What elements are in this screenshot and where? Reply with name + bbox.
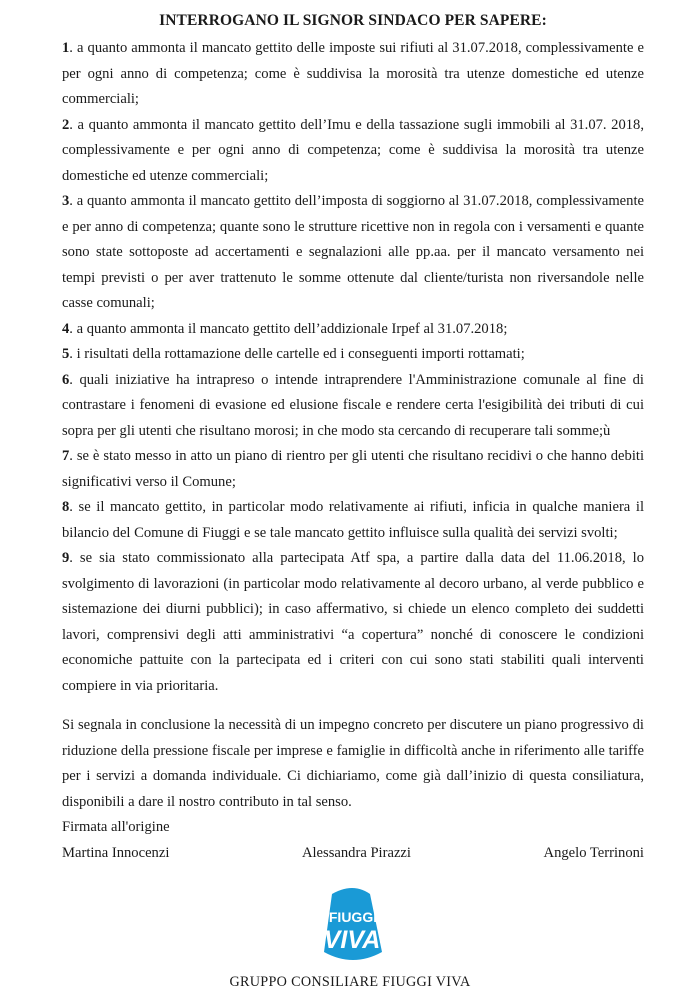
question-item-2 bbox=[62, 113, 644, 190]
question-item-3 bbox=[62, 189, 644, 317]
question-number: 5 bbox=[62, 346, 70, 362]
question-item-5 bbox=[62, 342, 644, 368]
question-number: 8 bbox=[62, 499, 70, 515]
question-item-1 bbox=[62, 36, 644, 113]
question-text: . a quanto ammonta il mancato gettito delle imposte sui rifiuti al 31.07.2018, complessivamente e per ogni anno di competenza; come è suddivisa la morosità tra utenze domestiche ed utenze commerciali; bbox=[62, 40, 644, 107]
question-number: 9 bbox=[62, 550, 70, 566]
signatory-name: Angelo Terrinoni bbox=[543, 844, 644, 861]
question-number: 2 bbox=[62, 116, 70, 133]
question-list bbox=[62, 36, 644, 699]
question-number: 7 bbox=[62, 448, 70, 464]
question-text: . a quanto ammonta il mancato gettito dell’imposta di soggiorno al 31.07.2018, complessivamente e per anno di competenza; quante sono le strutture ricettive non in regola con i versamenti e quante sono state sottoposte ad accertamenti e segnalazioni alle pp.aa. per il mancato versamento nei tempi previsti o per aver trattenuto le somme ottenute dal cliente/turista non riversandole nelle casse comunali; bbox=[62, 193, 644, 311]
signatories-row bbox=[62, 841, 644, 867]
fiuggi-viva-logo bbox=[312, 884, 394, 966]
logo-container bbox=[62, 884, 644, 966]
question-number: 1 bbox=[62, 40, 70, 56]
document-footer: GRUPPO CONSILIARE FIUGGI VIVA bbox=[229, 974, 471, 990]
conclusion-paragraph: Si segnala in conclusione la necessità di un impegno concreto per discutere un piano progressivo di riduzione della pressione fiscale per imprese e famiglie in difficoltà anche in riferimento alle tariffe per i servizi a domanda individuale. Ci dichiariamo, come già dall’inizio di questa consiliatura, disponibili a dare il nostro contributo in tal senso. bbox=[62, 717, 644, 810]
question-number: 4 bbox=[62, 320, 70, 337]
signatory-name: Martina Innocenzi bbox=[62, 844, 170, 861]
question-text: . se è stato messo in atto un piano di rientro per gli utenti che risultano recidivi o che hanno debiti significativi verso il Comune; bbox=[62, 448, 644, 490]
question-item-4 bbox=[62, 317, 644, 343]
signatory-name: Alessandra Pirazzi bbox=[301, 844, 411, 861]
question-text: . quali iniziative ha intrapreso o intende intraprendere l'Amministrazione comunale al fine di contrastare i fenomeni di evasione ed elusione fiscale e rendere certa l'esigibilità dei tributi di cui sopra per gli utenti che risultano morosi; in che modo sta cercando di recuperare tali somme;ù bbox=[62, 371, 644, 439]
signed-label: Firmata all'origine bbox=[62, 819, 170, 835]
question-number: 6 bbox=[62, 371, 70, 388]
question-text: . se il mancato gettito, in particolar modo relativamente ai rifiuti, inficia in qualche maniera il bilancio del Comune di Fiuggi e se tale mancato gettito influisce sulla qualità dei servizi svolti; bbox=[62, 499, 644, 541]
question-text: . a quanto ammonta il mancato gettito dell’Imu e della tassazione sugli immobili al 31.07. 2018, complessivamente e per ogni anno di competenza; come è suddivisa la morosità tra utenze domestiche ed utenze commerciali; bbox=[62, 116, 644, 184]
document-heading: INTERROGANO IL SIGNOR SINDACO PER SAPERE: bbox=[159, 12, 547, 29]
question-number: 3 bbox=[62, 193, 70, 209]
question-item-7 bbox=[62, 444, 644, 495]
question-text: . se sia stato commissionato alla partecipata Atf spa, a partire dalla data del 11.06.2018, lo svolgimento di lavorazioni (in particolar modo relativamente al decoro urbano, al verde pubblico e sistemazione dei diurni pubblici); in caso affermativo, si chiede un elenco completo dei suddetti lavori, comprensivi degli atti amministrativi “a copertura” nonché di conoscere le condizioni economiche pattuite con la partecipata ed i criteri con cui sono stati stabiliti quali interventi compiere in via prioritaria. bbox=[62, 550, 644, 694]
question-text: . a quanto ammonta il mancato gettito dell’addizionale Irpef al 31.07.2018; bbox=[69, 320, 508, 337]
logo-text-line2: VIVA bbox=[323, 926, 381, 954]
question-item-6 bbox=[62, 368, 644, 445]
question-text: . i risultati della rottamazione delle cartelle ed i conseguenti importi rottamati; bbox=[69, 346, 525, 362]
logo-text-line1: FIUGGI bbox=[328, 909, 378, 925]
question-item-9 bbox=[62, 546, 644, 699]
question-item-8 bbox=[62, 495, 644, 546]
